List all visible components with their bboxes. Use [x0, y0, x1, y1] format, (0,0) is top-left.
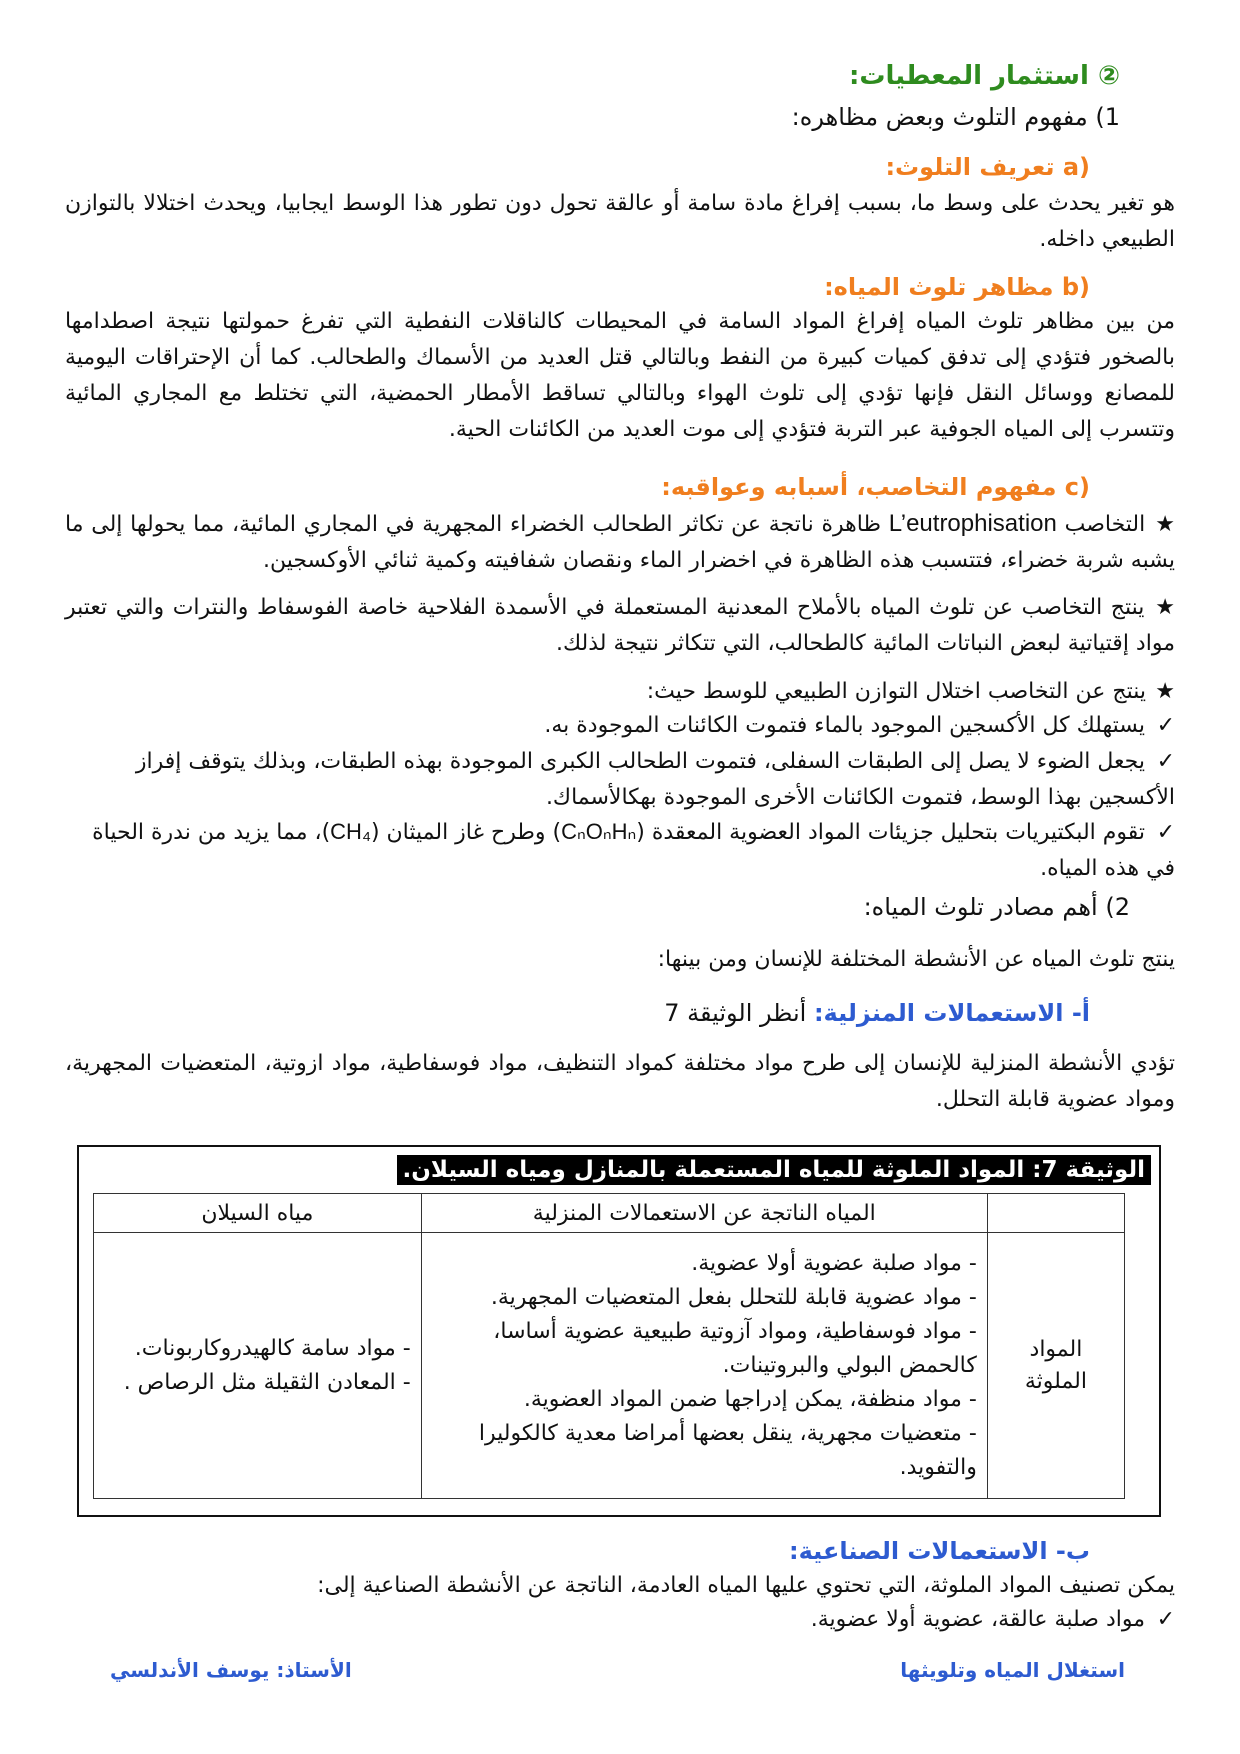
part2-title: أهم مصادر تلوث المياه: [863, 893, 1098, 921]
c-bullet-3-part-a: تقوم البكتيريات بتحليل جزيئات المواد العضوية المعقدة ( [636, 820, 1145, 845]
c-paragraph-3 [65, 674, 1175, 710]
c-p1-term: L’eutrophisation [888, 510, 1057, 537]
footer-teacher-name: الأستاذ: يوسف الأندلسي [110, 1658, 352, 1682]
c-paragraph-1 [65, 506, 1175, 579]
b-heading [824, 270, 1090, 304]
b-letter: b) [1061, 273, 1090, 301]
part1-title: مفهوم التلوث وبعض مظاهره: [791, 103, 1088, 131]
c-bullet-2 [65, 744, 1175, 816]
c-bullet-3-part-b: ) وطرح غاز الميثان ( [370, 820, 562, 845]
domestic-item: - مواد فوسفاطية، ومواد آزوتية طبيعية عضوية أساسا، كالحمض البولي والبروتينات. [493, 1318, 977, 1378]
a-text: هو تغير يحدث على وسط ما، بسبب إفراغ مادة سامة أو عالقة تحول دون تطور هذا الوسط ايجابيا، ويحدث اختلالا بالتوازن الطبيعي داخله. [65, 191, 1175, 252]
beh-bullet-1 [65, 1602, 1175, 1638]
header-runoff: مياه السيلان [94, 1194, 422, 1233]
header-empty-cell [987, 1194, 1124, 1233]
c-bullet-1 [65, 708, 1175, 744]
document-7-box [77, 1145, 1161, 1517]
domestic-cell [421, 1233, 987, 1499]
c-paragraph-2 [65, 590, 1175, 662]
star-icon: ★ [1155, 595, 1175, 620]
domestic-item: - متعضيات مجهرية، ينقل بعضها أمراضا معدية كالكوليرا والتفويد. [478, 1420, 977, 1480]
checkmark-icon: ✓ [1156, 713, 1175, 738]
beh-bullet-1-text: مواد صلبة عالقة، عضوية أولا عضوية. [810, 1607, 1145, 1632]
checkmark-icon: ✓ [1156, 749, 1175, 774]
section-number: ② [1097, 61, 1120, 91]
runoff-item: - مواد سامة كالهيدروكاربونات. [134, 1335, 411, 1361]
b-text: من بين مظاهر تلوث المياه إفراغ المواد السامة في المحيطات كالناقلات النفطية التي تفرغ حمولتها نتيجة اصطدامها بالصخور فتؤدي إلى تدفق كميات كبيرة من النفط وبالتالي قتل العديد من الأسماك والطحالب. كما أن الإحتراقات اليومية للمصانع ووسائل النقل فإنها تؤدي إلى تلوث الهواء وبالتالي تساقط الأمطار الحمضية، التي تختلط مع المجاري المائية وتتسرب إلى المياه الجوفية عبر التربة فتؤدي إلى موت العديد من الكائنات الحية. [65, 309, 1175, 442]
row-label: المواد الملوثة [987, 1233, 1124, 1499]
alef-heading [664, 996, 1090, 1030]
checkmark-icon: ✓ [1156, 1607, 1175, 1632]
header-domestic: المياه الناتجة عن الاستعمالات المنزلية [421, 1194, 987, 1233]
checkmark-icon: ✓ [1156, 820, 1175, 845]
pollutants-table [93, 1193, 1125, 1499]
domestic-item: - مواد صلبة عضوية أولا عضوية. [691, 1250, 977, 1276]
part1-number: 1) [1095, 103, 1120, 131]
part2-intro: ينتج تلوث المياه عن الأنشطة المختلفة للإنسان ومن بينها: [657, 947, 1175, 972]
part2-heading [864, 890, 1130, 924]
c-letter: c) [1064, 473, 1090, 501]
b-title: مظاهر تلوث المياه: [824, 273, 1054, 301]
section-title: استثمار المعطيات: [848, 61, 1089, 91]
c-title: مفهوم التخاصب، أسبابه وعواقبه: [661, 473, 1057, 501]
domestic-item: - مواد عضوية قابلة للتحلل بفعل المتعضيات المجهرية. [490, 1284, 977, 1310]
alef-text: تؤدي الأنشطة المنزلية للإنسان إلى طرح مواد مختلفة كمواد التنظيف، مواد فوسفاطية، مواد ازوتية، المتعضيات المجهرية، ومواد عضوية قابلة التحلل. [65, 1051, 1175, 1112]
runoff-cell [94, 1233, 422, 1499]
c-p1-before: التخاصب [1064, 512, 1146, 537]
alef-title: أ- الاستعمالات المنزلية: [813, 999, 1090, 1027]
a-letter: a) [1062, 153, 1090, 181]
c-p2-text: ينتج التخاصب عن تلوث المياه بالأملاح المعدنية المستعملة في الأسمدة الفلاحية خاصة الفوسفاط والنترات والتي تعتبر مواد إقتياتية لبعض النباتات المائية كالطحالب، التي تتكاثر نتيجة لذلك. [65, 595, 1175, 656]
footer-chapter-title: استغلال المياه وتلويثها [900, 1658, 1125, 1682]
a-heading [885, 150, 1090, 184]
formula-organic: CₙOₙHₙ [561, 819, 637, 844]
table-row [94, 1233, 1125, 1499]
star-icon: ★ [1155, 512, 1176, 537]
c-heading [661, 470, 1090, 504]
c-bullet-3-part-c: )، مما يزيد من ندرة الحياة في هذه المياه. [92, 820, 1175, 881]
alef-ref: أنظر الوثيقة 7 [664, 999, 807, 1027]
part2-number: 2) [1105, 893, 1130, 921]
c-bullet-2-text: يجعل الضوء لا يصل إلى الطبقات السفلى، فتموت الطحالب الكبرى الموجودة بهذه الطبقات، وبذلك يتوقف إفراز الأكسجين بهذا الوسط، فتموت الكائنات الأخرى الموجودة بهكالأسماك. [135, 749, 1175, 810]
c-bullet-1-text: يستهلك كل الأكسجين الموجود بالماء فتموت الكائنات الموجودة به. [544, 713, 1145, 738]
c-p1-after: ظاهرة ناتجة عن تكاثر الطحالب الخضراء المجهرية في المجاري المائية، مما يحولها إلى ما يشبه شربة خضراء، فتتسبب هذه الظاهرة في اخضرار الماء ونقصان شفافيته وكمية ثنائي الأوكسجين. [65, 512, 1175, 573]
section-heading [849, 58, 1120, 94]
c-bullet-3 [65, 814, 1175, 887]
a-title: تعريف التلوث: [885, 153, 1055, 181]
part1-heading [792, 100, 1120, 134]
domestic-item: - مواد منظفة، يمكن إدراجها ضمن المواد العضوية. [523, 1386, 977, 1412]
beh-text: يمكن تصنيف المواد الملوثة، التي تحتوي عليها المياه العادمة، الناتجة عن الأنشطة الصناعية إلى: [317, 1573, 1175, 1598]
star-icon: ★ [1155, 679, 1175, 704]
document-7-title: الوثيقة 7: المواد الملوثة للمياه المستعملة بالمنازل ومياه السيلان. [397, 1155, 1151, 1185]
table-header-row [94, 1194, 1125, 1233]
runoff-item: - المعادن الثقيلة مثل الرصاص . [123, 1369, 411, 1395]
beh-heading: ب- الاستعمالات الصناعية: [789, 1537, 1090, 1565]
formula-methane: CH₄ [330, 819, 371, 844]
c-p3-text: ينتج عن التخاصب اختلال التوازن الطبيعي للوسط حيث: [646, 679, 1146, 704]
